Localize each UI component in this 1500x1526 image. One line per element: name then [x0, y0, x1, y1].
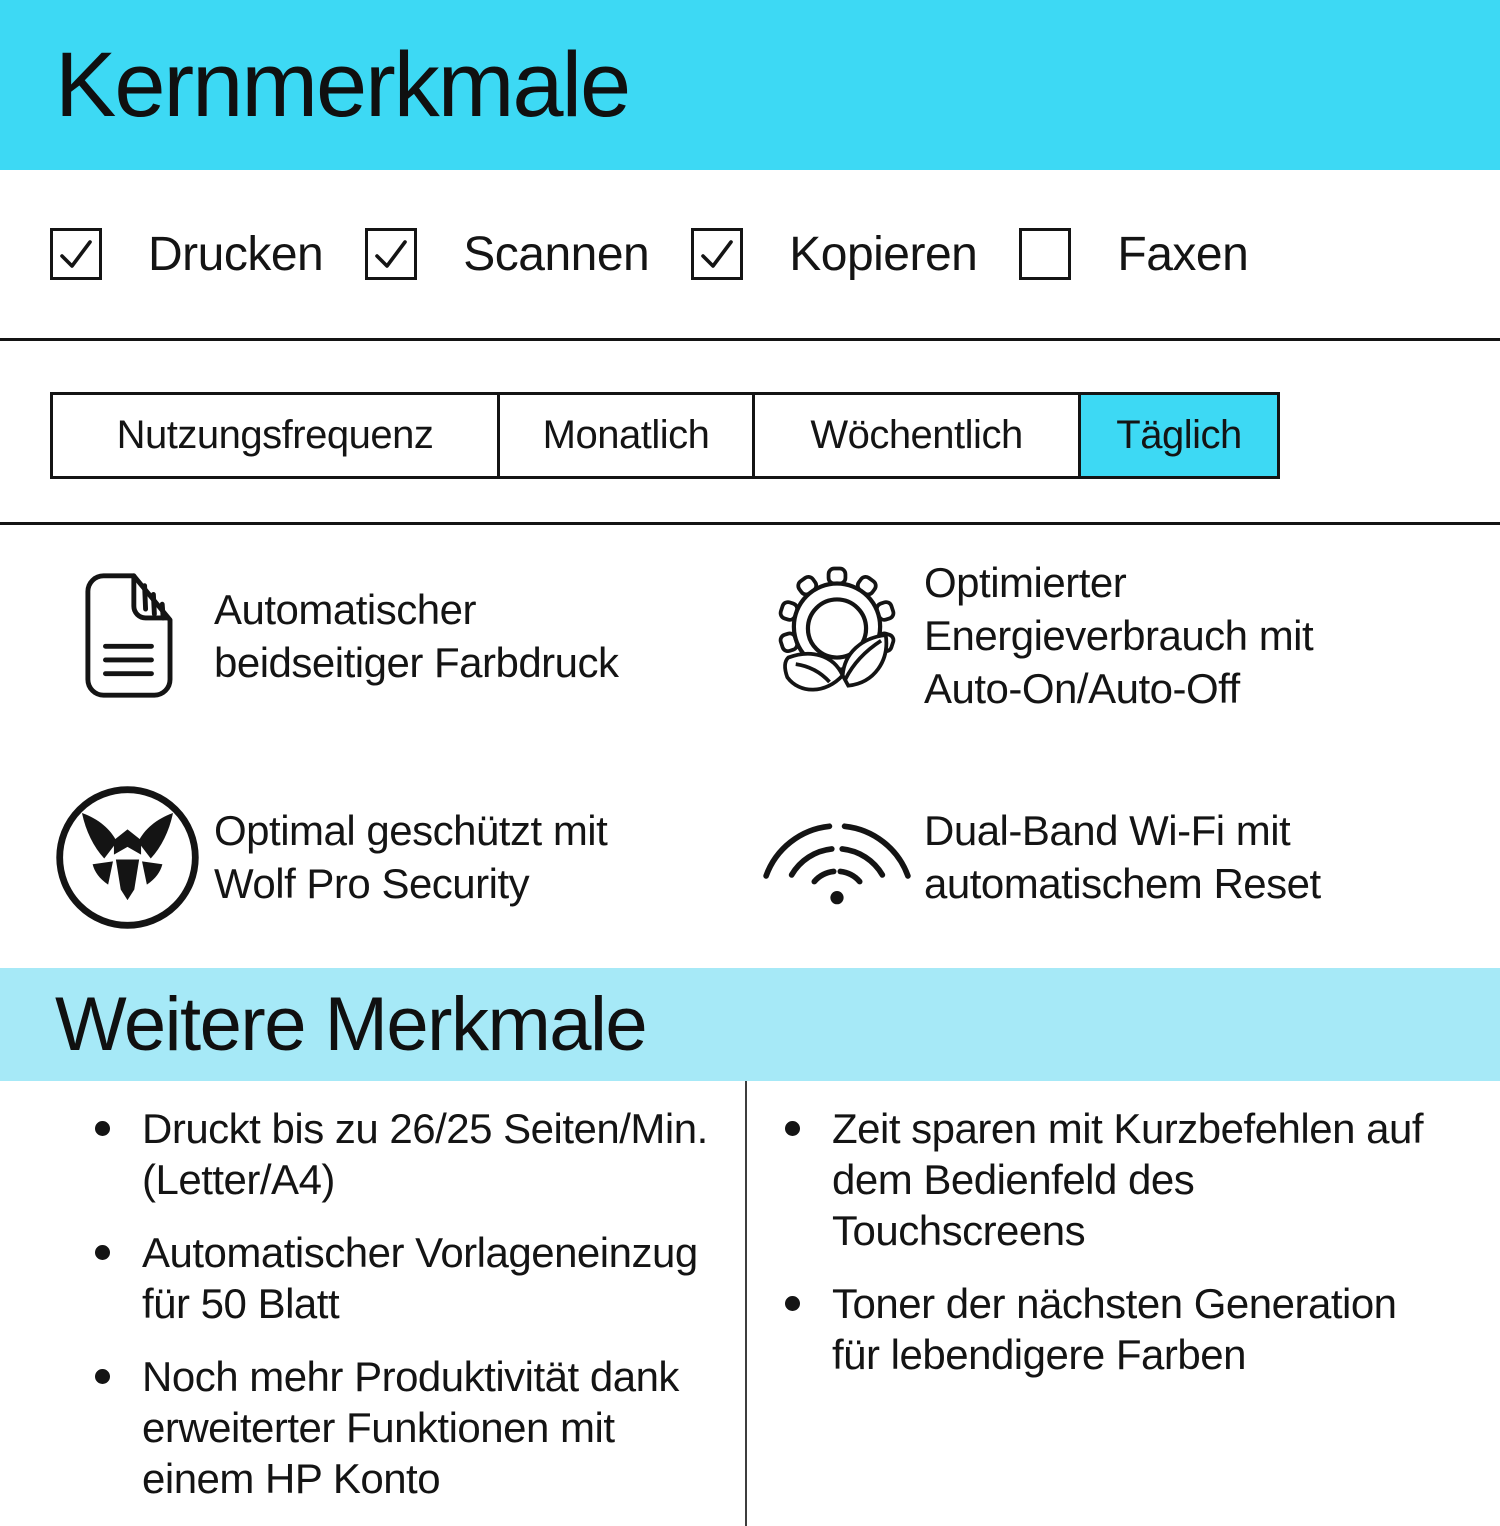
feature-duplex-print [0, 525, 750, 747]
more-features-title: Weitere Merkmale [55, 982, 647, 1067]
usage-frequency-table [50, 392, 1500, 479]
capability-label: Drucken [148, 227, 324, 281]
capabilities-row [0, 170, 1500, 341]
feature-text: Dual-Band Wi-Fi mit automatischem Reset [924, 807, 1321, 908]
checkbox-checked-icon[interactable] [50, 228, 102, 280]
usage-option-woechentlich[interactable]: Wöchentlich [755, 392, 1081, 479]
more-features-section [0, 1081, 1500, 1526]
bullet-column-left [0, 1081, 745, 1526]
capability-scannen [365, 227, 649, 282]
usage-option-taeglich-selected[interactable]: Täglich [1081, 392, 1280, 479]
capability-drucken [50, 227, 323, 282]
eco-gear-icon [758, 561, 916, 711]
list-item: Zeit sparen mit Kurzbefehlen auf dem Bedienfeld des Touchscreens [785, 1103, 1500, 1256]
capability-faxen [1019, 227, 1248, 282]
checkbox-checked-icon[interactable] [365, 228, 417, 280]
usage-frequency-section [0, 341, 1500, 525]
list-item: Noch mehr Produktivität dank erweiterter Funktionen mit einem HP Konto [95, 1351, 745, 1504]
feature-wolf-security [0, 747, 750, 969]
feature-grid [0, 525, 1500, 968]
feature-energy [750, 525, 1500, 747]
capability-kopieren [691, 227, 977, 282]
list-item: Druckt bis zu 26/25 Seiten/Min. (Letter/A4) [95, 1103, 745, 1205]
list-item: Toner der nächsten Generation für lebendigere Farben [785, 1278, 1500, 1380]
feature-text: Automatischer beidseitiger Farbdruck [214, 585, 619, 686]
feature-wifi [750, 747, 1500, 969]
list-item: Automatischer Vorlageneinzug für 50 Blatt [95, 1227, 745, 1329]
bullet-column-right [745, 1081, 1500, 1526]
feature-text: Optimierter Energieverbrauch mit Auto-On/Auto-Off [924, 559, 1314, 713]
usage-option-monatlich[interactable]: Monatlich [500, 392, 755, 479]
feature-text: Optimal geschützt mit Wolf Pro Security [214, 807, 608, 908]
duplex-document-icon [48, 570, 206, 702]
more-features-band [0, 968, 1500, 1081]
capability-label: Faxen [1117, 227, 1249, 281]
capability-label: Kopieren [789, 227, 978, 281]
core-features-band [0, 0, 1500, 170]
wolf-security-icon [48, 780, 206, 935]
checkbox-checked-icon[interactable] [691, 228, 743, 280]
checkbox-unchecked-icon[interactable] [1019, 228, 1071, 280]
page-title: Kernmerkmale [55, 33, 630, 136]
usage-frequency-header: Nutzungsfrequenz [50, 392, 500, 479]
wifi-icon [758, 805, 916, 909]
capability-label: Scannen [463, 227, 650, 281]
